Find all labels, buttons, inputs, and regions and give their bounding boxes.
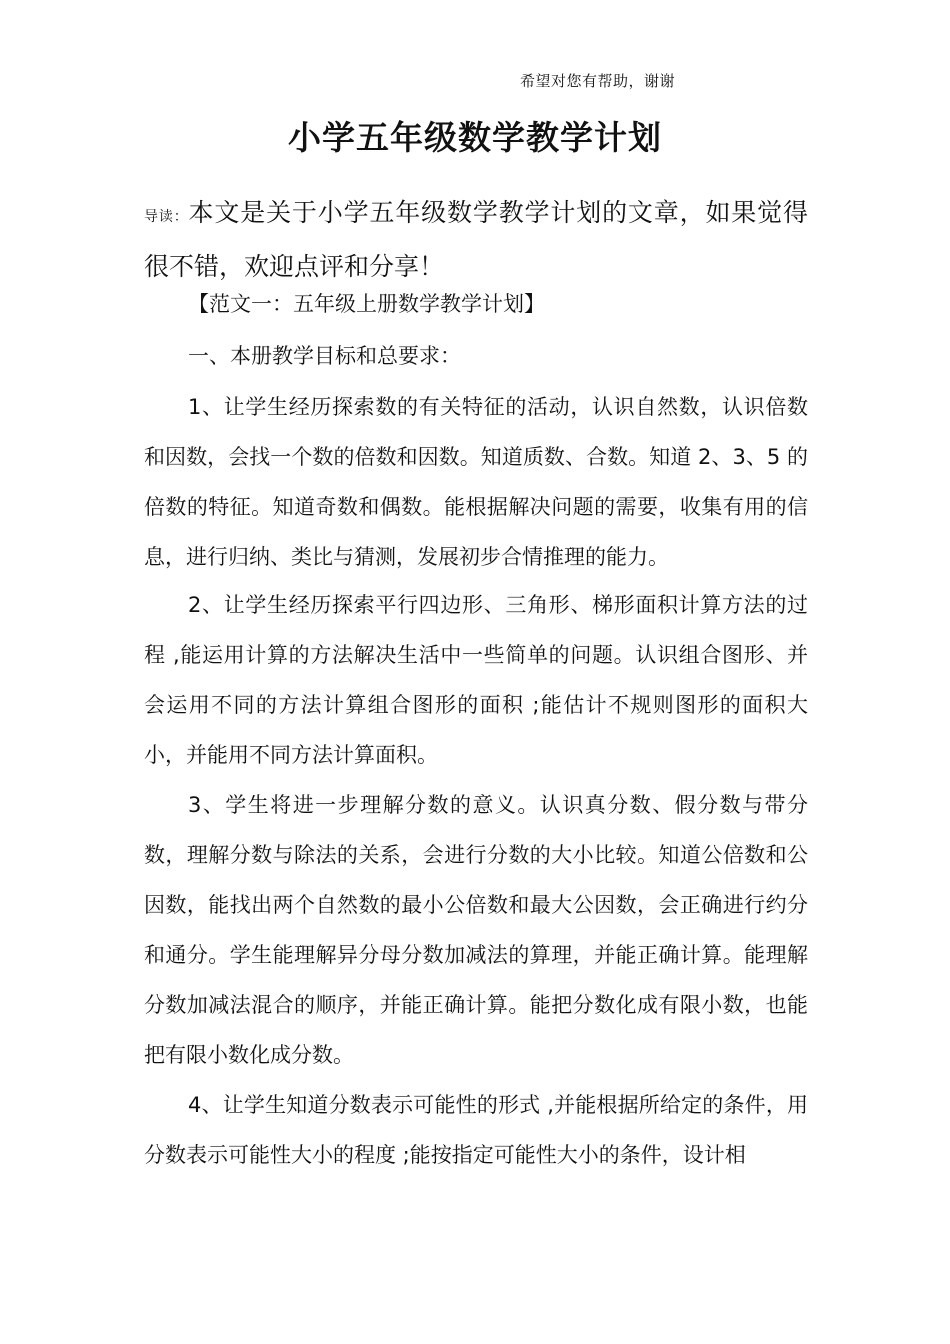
section-heading: 【范文一：五年级上册数学教学计划】 — [188, 292, 545, 316]
intro-text: 本文是关于小学五年级数学教学计划的文章，如果觉得很不错，欢迎点评和分享！ — [144, 198, 808, 281]
paragraph-4: 4、让学生知道分数表示可能性的形式 ,并能根据所给定的条件，用分数表示可能性大小的程度 ;能按指定可能性大小的条件，设计相 — [144, 1093, 808, 1167]
intro-paragraph — [144, 188, 808, 291]
paragraph-2: 2、让学生经历探索平行四边形、三角形、梯形面积计算方法的过程 ,能运用计算的方法解决生活中一些简单的问题。认识组合图形、并会运用不同的方法计算组合图形的面积 ;能估计不规则图形的面积大小，并能用不同方法计算面积。 — [144, 593, 808, 767]
paragraph-1: 1、让学生经历探索数的有关特征的活动，认识自然数，认识倍数和因数，会找一个数的倍数和因数。知道质数、合数。知道 2、3、5 的倍数的特征。知道奇数和偶数。能根据解决问题的需要，收集有用的信息，进行归纳、类比与猜测，发展初步合情推理的能力。 — [144, 395, 808, 569]
subheading: 一、本册教学目标和总要求： — [188, 344, 461, 368]
paragraph-3: 3、学生将进一步理解分数的意义。认识真分数、假分数与带分数，理解分数与除法的关系，会进行分数的大小比较。知道公倍数和公因数，能找出两个自然数的最小公倍数和最大公因数，会正确进行约分和通分。学生能理解异分母分数加减法的算理，并能正确计算。能理解分数加减法混合的顺序，并能正确计算。能把分数化成有限小数，也能把有限小数化成分数。 — [144, 793, 808, 1067]
header-note: 希望对您有帮助，谢谢 — [520, 72, 676, 90]
intro-label: 导读： — [144, 209, 189, 225]
page-title: 小学五年级数学教学计划 — [288, 118, 662, 157]
